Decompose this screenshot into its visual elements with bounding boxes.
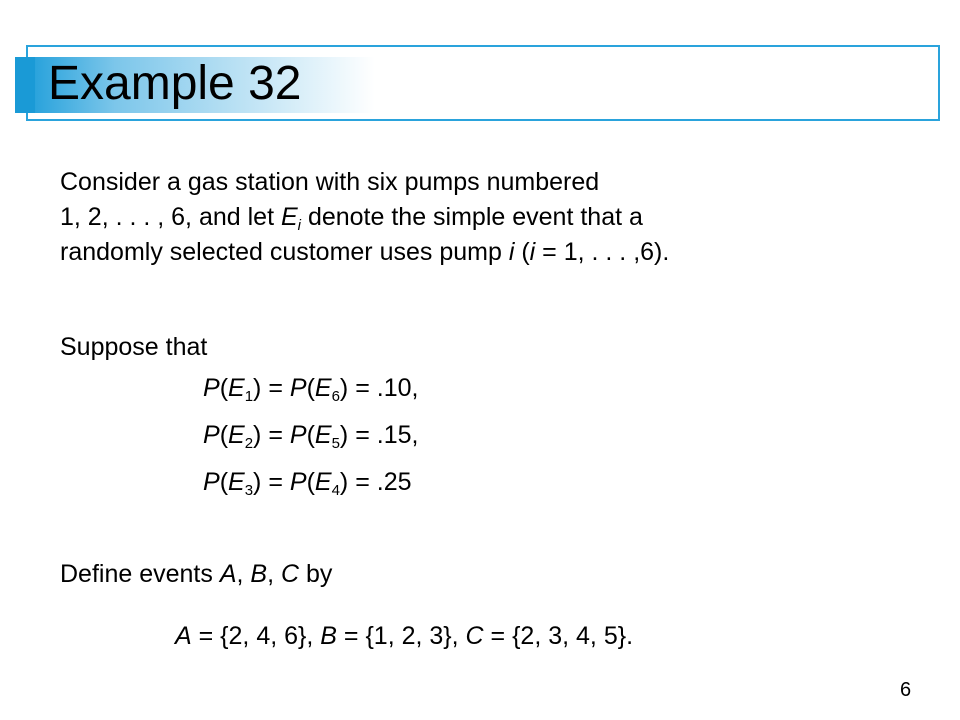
intro-paragraph xyxy=(60,165,669,270)
event-sets-line: A = {2, 4, 6}, B = {1, 2, 3}, C = {2, 3, 4, 5}. xyxy=(175,622,634,650)
intro-line-1: Consider a gas station with six pumps numbered xyxy=(60,168,600,196)
probability-line-3: $P(E_3) = P(E_4) = .25$ xyxy=(203,468,412,499)
intro-line-3: randomly selected customer uses pump i (i = 1, . . . ,6). xyxy=(60,238,670,266)
intro-line-2: 1, 2, . . . , 6, and let $E_i$ denote the simple event that a xyxy=(60,203,643,234)
slide-number: 6 xyxy=(900,679,912,701)
suppose-label: Suppose that xyxy=(60,333,208,361)
probability-line-1: $P(E_1) = P(E_6) = .10$, xyxy=(203,374,419,405)
define-events-line: Define events A, B, C by xyxy=(60,560,333,588)
title-accent-bar xyxy=(15,57,35,113)
slide-title: Example 32 xyxy=(48,57,302,110)
probability-line-2: $P(E_2) = P(E_5) = .15$, xyxy=(203,421,419,452)
